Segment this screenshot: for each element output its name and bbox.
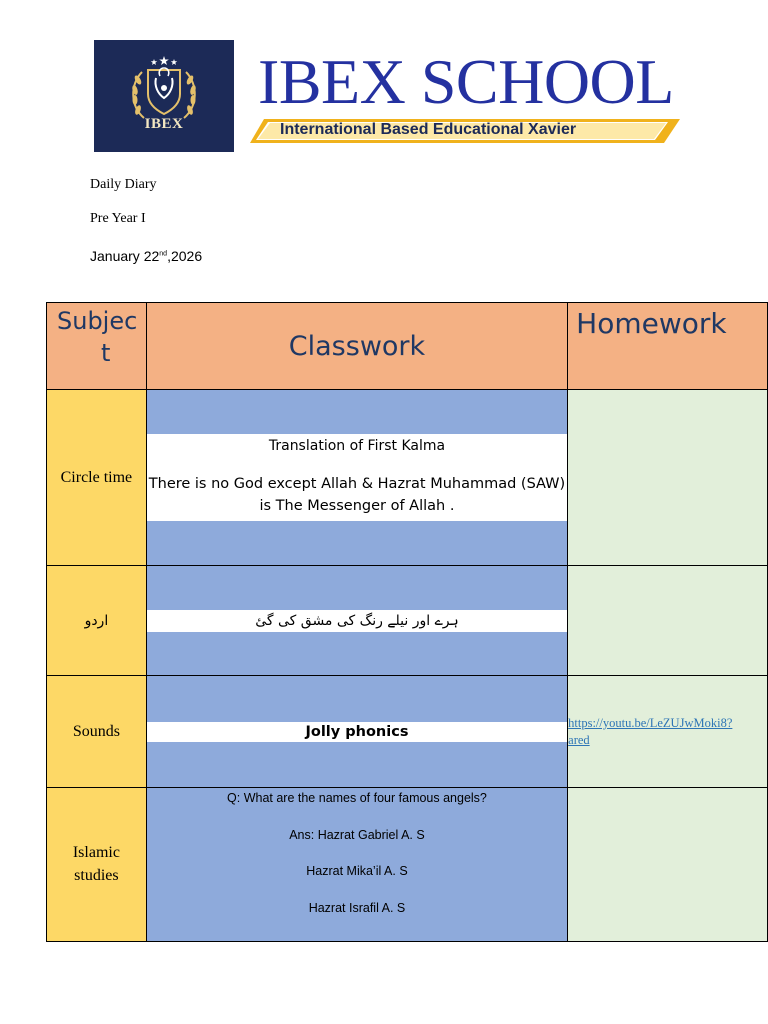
header-classwork: Classwork [146,303,567,390]
classwork-cell [146,788,567,942]
classwork-band [147,434,567,520]
classwork-answer: Hazrat Mika’il A. S [306,864,408,878]
date-main: January 22 [90,248,160,264]
homework-cell [568,788,768,942]
classwork-answer: Hazrat Israfil A. S [308,900,406,915]
classwork-cell [146,566,567,676]
diary-title: Daily Diary [90,177,157,192]
homework-cell [568,676,768,788]
classwork-text: There is no God except Allah & Hazrat Muhammad (SAW) is The Messenger of Allah . [148,476,566,514]
classwork-answer: Ans: Hazrat Gabriel A. S [289,827,425,842]
table-row [47,566,768,676]
class-name: Pre Year I [90,211,146,226]
school-name: IBEX SCHOOL [258,46,674,117]
crest-icon [94,40,234,152]
diary-table [46,302,768,942]
subject-line1: Islamic [72,844,120,862]
classwork-text: ہرے اور نیلے رنگ کی مشق کی گئ [147,610,567,632]
classwork-cell [146,390,567,566]
subject-cell: Sounds [47,676,147,788]
header-subject-line2: t [101,339,111,368]
table-row [47,788,768,942]
date-suffix: nd [159,250,168,258]
subject-cell: Circle time [47,390,147,566]
date-year: ,2026 [167,248,203,264]
school-logo [94,40,234,152]
tagline: International Based Educational Xavier [280,121,577,138]
table-header-row [47,303,768,390]
header-homework: Homework [568,303,768,390]
classwork-title: Translation of First Kalma [268,438,446,455]
header-subject-line1: Subjec [57,307,138,335]
table-row [47,390,768,566]
classwork-question: Q: What are the names of four famous angels? [227,791,487,805]
classwork-cell [146,676,567,788]
classwork-text: Jolly phonics [147,722,567,742]
subject-line2: studies [74,866,119,884]
homework-cell [568,566,768,676]
diary-date [90,248,202,264]
homework-link-line2[interactable]: ared [568,732,590,747]
subject-cell [47,788,147,942]
table-row [47,676,768,788]
homework-cell [568,390,768,566]
subject-cell: اردو [47,566,147,676]
logo-word: IBEX [144,116,184,132]
homework-link-line1[interactable]: https://youtu.be/LeZUJwMoki8? [568,716,733,731]
header-subject [47,303,147,390]
homework-link[interactable] [568,715,760,748]
